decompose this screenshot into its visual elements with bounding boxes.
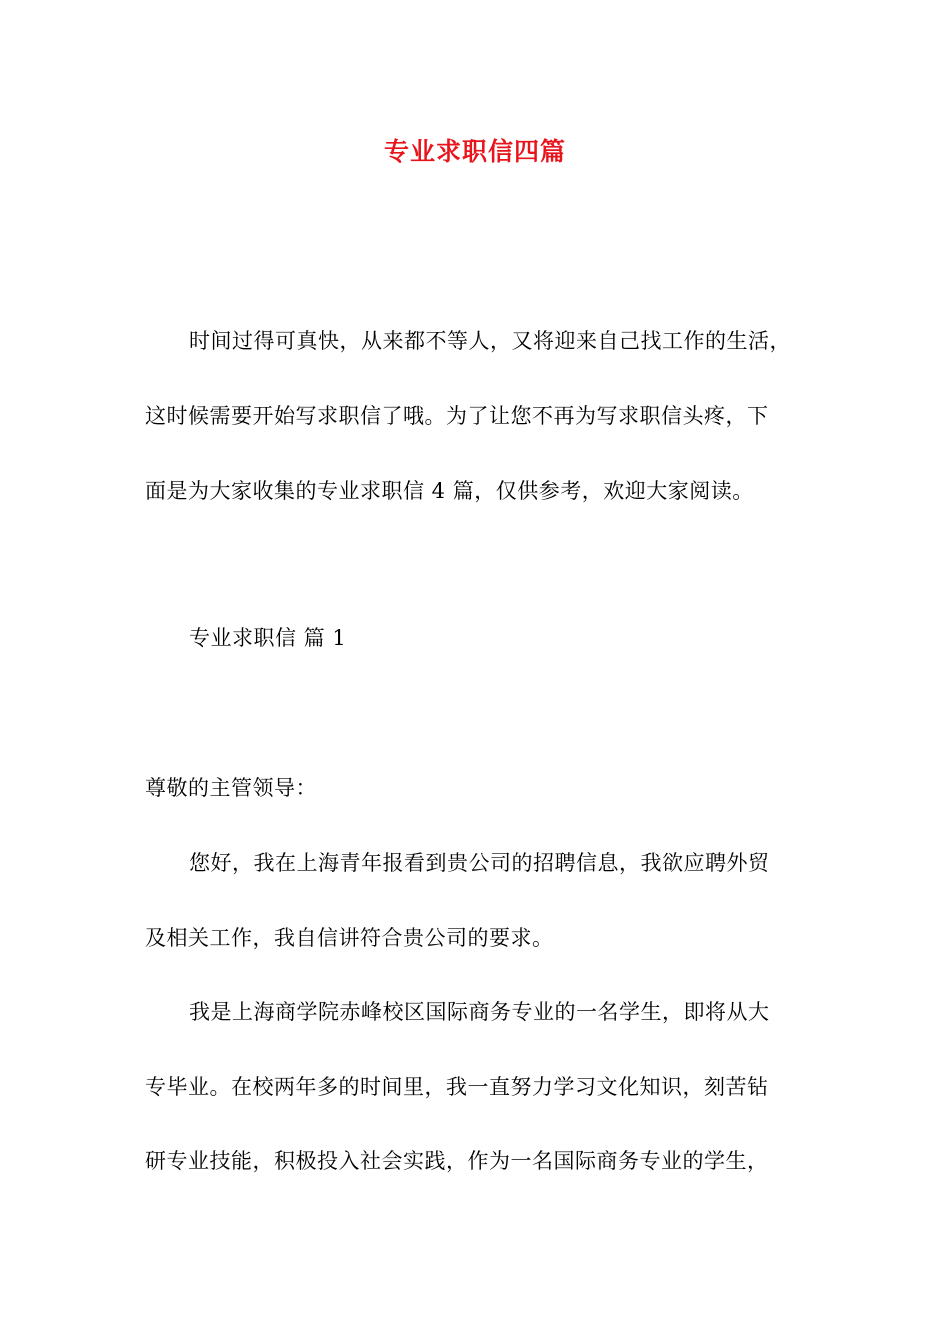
paragraph2-line-1: 我是上海商学院赤峰校区国际商务专业的一名学生，即将从大 [189,1000,770,1024]
paragraph1-line-1: 您好，我在上海青年报看到贵公司的招聘信息，我欲应聘外贸 [189,851,770,875]
section-heading: 专业求职信 篇 1 [189,626,347,650]
paragraph2-line-2: 专毕业。在校两年多的时间里，我一直努力学习文化知识，刻苦钻 [145,1075,769,1099]
paragraph2-line-3: 研专业技能，积极投入社会实践，作为一名国际商务专业的学生， [145,1149,769,1173]
salutation: 尊敬的主管领导： [145,776,317,800]
intro-line-2: 这时候需要开始写求职信了哦。为了让您不再为写求职信头疼，下 [145,404,769,428]
paragraph1-line-2: 及相关工作，我自信讲符合贵公司的要求。 [145,926,554,950]
intro-line-1: 时间过得可真快，从来都不等人，又将迎来自己找工作的生活， [189,329,791,353]
intro-line-3: 面是为大家收集的专业求职信 4 篇，仅供参考，欢迎大家阅读。 [145,479,754,503]
document-title: 专业求职信四篇 [383,137,566,166]
